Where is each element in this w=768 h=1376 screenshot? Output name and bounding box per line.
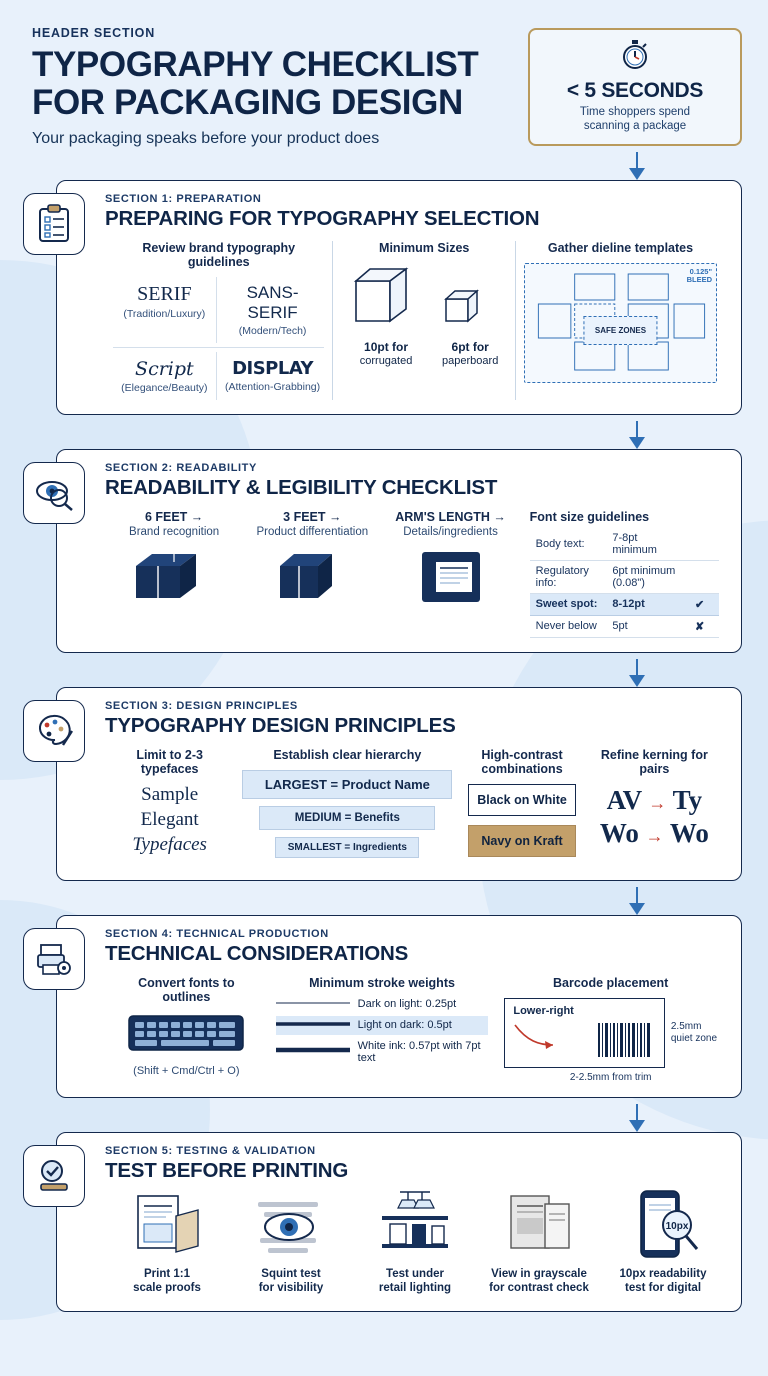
stat-caption-line1: Time shoppers spend [579, 106, 691, 118]
printer-gear-icon [23, 928, 85, 990]
distance-item-arms-length [381, 510, 519, 611]
stopwatch-icon [618, 59, 652, 76]
kerning-to: Ty [672, 784, 703, 815]
typeface-caption: (Modern/Tech) [238, 324, 307, 337]
section-4-label: SECTION 4: TECHNICAL PRODUCTION [105, 927, 329, 940]
typeface-name: DISPLAY [232, 357, 314, 379]
stat-caption-line2: scanning a package [583, 120, 687, 133]
flow-arrow-2 [0, 421, 768, 449]
test-item-print-proof [105, 1189, 229, 1296]
table-row [530, 560, 719, 593]
row-value: 7-8pt minimum [606, 528, 689, 561]
font-size-table-heading: Font size guidelines [529, 509, 650, 524]
section-5-title: TEST BEFORE PRINTING [105, 1158, 349, 1182]
section-3-col-typefaces [105, 748, 234, 859]
typeface-samples [113, 784, 226, 856]
trim-note: 2-2.5mm from trim [569, 1071, 652, 1083]
test-caption: 10px readability test for digital [619, 1267, 707, 1294]
stat-value: < 5 SECONDS [566, 79, 704, 102]
outline-shortcut: (Shift + Cmd/Ctrl + O) [133, 1064, 240, 1077]
row-mark [689, 528, 719, 561]
col-heading-min-sizes: Minimum Sizes [379, 240, 470, 255]
sample-3: Typefaces [132, 833, 207, 855]
test-item-retail-lighting [353, 1189, 477, 1296]
stroke-label: Dark on light: 0.25pt [357, 998, 457, 1011]
sample-1: Sample [141, 783, 199, 805]
kerning-from: AV [606, 784, 642, 815]
stroke-label: Light on dark: 0.5pt [357, 1019, 452, 1032]
paperboard-caption [442, 340, 498, 370]
paperboard-size: 6pt for [451, 339, 489, 354]
typeface-item [221, 352, 325, 400]
typeface-caption: (Tradition/Luxury) [123, 307, 206, 320]
kerning-to: Wo [669, 818, 709, 849]
col-heading-contrast: High-contrast combinations [481, 747, 563, 776]
header-section [0, 0, 768, 148]
section-3-label: SECTION 3: DESIGN PRINCIPLES [105, 699, 298, 712]
col-heading-brand-guidelines: Review brand typography guidelines [142, 240, 296, 269]
row-value: 6pt minimum (0.08") [606, 560, 689, 593]
distance-heading: 3 FEET → [283, 509, 342, 524]
section-card-4 [56, 915, 742, 1098]
row-label: Sweet spot: [530, 593, 607, 615]
flow-arrow-5 [0, 1104, 768, 1132]
phone-readability-icon [605, 1189, 721, 1261]
page-title-line2: FOR PACKAGING DESIGN [32, 82, 463, 122]
eye-magnifier-icon [23, 462, 85, 524]
test-item-grayscale [477, 1189, 601, 1296]
stat-card [528, 28, 742, 146]
grayscale-proof-icon [481, 1189, 597, 1261]
keyboard-figure [113, 1012, 260, 1077]
row-label: Regulatory info: [530, 560, 607, 593]
row-value: 5pt [606, 615, 689, 637]
typeface-name: Script [135, 357, 194, 380]
paperboard-box-figure [442, 285, 498, 370]
stroke-label: White ink: 0.57pt with 7pt text [357, 1039, 481, 1064]
row-mark-cross: ✘ [689, 615, 719, 637]
table-row [530, 528, 719, 561]
safe-zone-label: SAFE ZONES [584, 316, 657, 345]
section-3-title: TYPOGRAPHY DESIGN PRINCIPLES [105, 713, 456, 737]
section-card-5 [56, 1132, 742, 1313]
typeface-name: SANS-SERIF [246, 282, 299, 322]
section-3-col-hierarchy [234, 748, 460, 858]
col-heading-kerning: Refine kerning for pairs [600, 747, 708, 776]
row-mark-check: ✔ [689, 593, 719, 615]
col-heading-dieline: Gather dieline templates [547, 240, 694, 255]
barcode-icon [596, 1021, 656, 1061]
section-4-col-barcode [496, 976, 725, 1083]
test-caption: Test under retail lighting [378, 1267, 452, 1294]
bleed-label: 0.125" BLEED [686, 266, 712, 284]
row-mark [689, 560, 719, 593]
col-heading-outlines: Convert fonts to outlines [138, 975, 235, 1004]
test-caption: Squint test for visibility [258, 1267, 324, 1294]
corrugated-material: corrugated [359, 355, 413, 368]
row-value: 8-12pt [606, 593, 689, 615]
font-size-table [530, 528, 719, 638]
distance-sub: Details/ingredients [403, 525, 498, 538]
section-1-col-dieline [516, 241, 725, 400]
retail-shelf-icon [357, 1189, 473, 1261]
stroke-row-white-ink [276, 1040, 489, 1064]
test-item-digital-10px [601, 1189, 725, 1296]
col-heading-limit-typefaces: Limit to 2-3 typefaces [136, 747, 203, 776]
kerning-pair-row-1 [592, 784, 717, 818]
col-heading-strokes: Minimum stroke weights [309, 975, 455, 990]
section-card-2 [56, 449, 742, 653]
section-3-col-contrast [460, 748, 583, 866]
contrast-chip-navy-on-kraft: Navy on Kraft [468, 825, 575, 857]
distance-heading: 6 FEET → [144, 509, 204, 524]
col-heading-barcode: Barcode placement [553, 975, 669, 990]
section-1-col-min-sizes [333, 241, 515, 400]
arrow-icon: → [645, 826, 664, 847]
stroke-sample-medium [276, 1019, 350, 1032]
section-2-label: SECTION 2: READABILITY [105, 461, 257, 474]
page-title-line1: TYPOGRAPHY CHECKLIST [32, 45, 479, 84]
section-4-col-strokes [268, 976, 497, 1069]
kerning-from: Wo [599, 818, 639, 849]
squint-eye-icon [233, 1189, 349, 1261]
hierarchy-medium: MEDIUM = Benefits [259, 806, 435, 830]
section-3-col-kerning [584, 748, 725, 852]
section-4-title: TECHNICAL CONSIDERATIONS [105, 941, 409, 965]
flow-arrow-4 [0, 887, 768, 915]
barcode-position-label: Lower-right [513, 1004, 574, 1017]
stat-caption [536, 105, 734, 134]
table-row-highlighted [530, 593, 719, 615]
typeface-item [113, 352, 217, 400]
distance-item-3ft [243, 510, 381, 611]
row-label: Body text: [530, 528, 607, 561]
typeface-caption: (Elegance/Beauty) [121, 381, 208, 394]
corrugated-size: 10pt for [364, 339, 409, 354]
row-label: Never below [530, 615, 607, 637]
table-row [530, 615, 719, 637]
font-size-guidelines [520, 510, 725, 638]
distance-heading: ARM'S LENGTH → [395, 509, 506, 524]
section-2-title: READABILITY & LEGIBILITY CHECKLIST [105, 475, 498, 499]
section-1-label: SECTION 1: PREPARATION [105, 192, 262, 205]
test-caption: Print 1:1 scale proofs [133, 1267, 201, 1294]
hierarchy-largest: LARGEST = Product Name [242, 770, 452, 799]
typeface-caption: (Attention-Grabbing) [225, 380, 321, 393]
distance-sub: Product differentiation [256, 525, 369, 538]
pointer-arrow-icon [513, 1023, 557, 1051]
quiet-zone-annotation: 2.5mm quiet zone [670, 1020, 718, 1044]
section-1-title: PREPARING FOR TYPOGRAPHY SELECTION [105, 206, 540, 230]
page-subtitle: Your packaging speaks before your product does [32, 129, 380, 147]
sample-2: Elegant [140, 808, 199, 830]
corrugated-box-figure [350, 263, 422, 370]
section-4-col-outlines [105, 976, 268, 1077]
paperboard-material: paperboard [442, 355, 499, 368]
distance-sub: Brand recognition [129, 525, 220, 538]
hierarchy-smallest: SMALLEST = Ingredients [275, 837, 419, 858]
arrow-icon: → [648, 792, 667, 813]
test-caption: View in grayscale for contrast check [489, 1267, 589, 1294]
typeface-name: SERIF [137, 282, 192, 305]
palette-brush-icon [23, 700, 85, 762]
print-proof-icon [109, 1189, 225, 1261]
clipboard-check-icon [23, 193, 85, 255]
kerning-pair-row-2 [592, 817, 717, 851]
stroke-sample-thin [276, 998, 350, 1011]
stroke-row-light-on-dark [276, 1016, 489, 1035]
test-item-squint [229, 1189, 353, 1296]
section-card-1 [56, 180, 742, 415]
contrast-chip-black-on-white: Black on White [468, 784, 575, 816]
section-5-label: SECTION 5: TESTING & VALIDATION [105, 1144, 316, 1157]
stamp-check-icon [23, 1145, 85, 1207]
section-1-col-typefaces [105, 241, 333, 400]
distance-item-6ft [105, 510, 243, 611]
flow-arrow-1 [0, 152, 768, 180]
section-card-3 [56, 687, 742, 881]
typeface-item [113, 277, 217, 343]
stroke-row-dark-on-light [276, 998, 489, 1011]
flow-arrow-3 [0, 659, 768, 687]
typeface-item [221, 277, 325, 343]
col-heading-hierarchy: Establish clear hierarchy [273, 747, 422, 762]
stroke-sample-thick [276, 1045, 350, 1058]
svg-text:10px: 10px [665, 1220, 689, 1232]
dieline-template-figure [524, 263, 717, 383]
barcode-placement-figure [504, 998, 665, 1068]
header-eyebrow: HEADER SECTION [32, 26, 156, 40]
corrugated-caption [350, 340, 422, 370]
